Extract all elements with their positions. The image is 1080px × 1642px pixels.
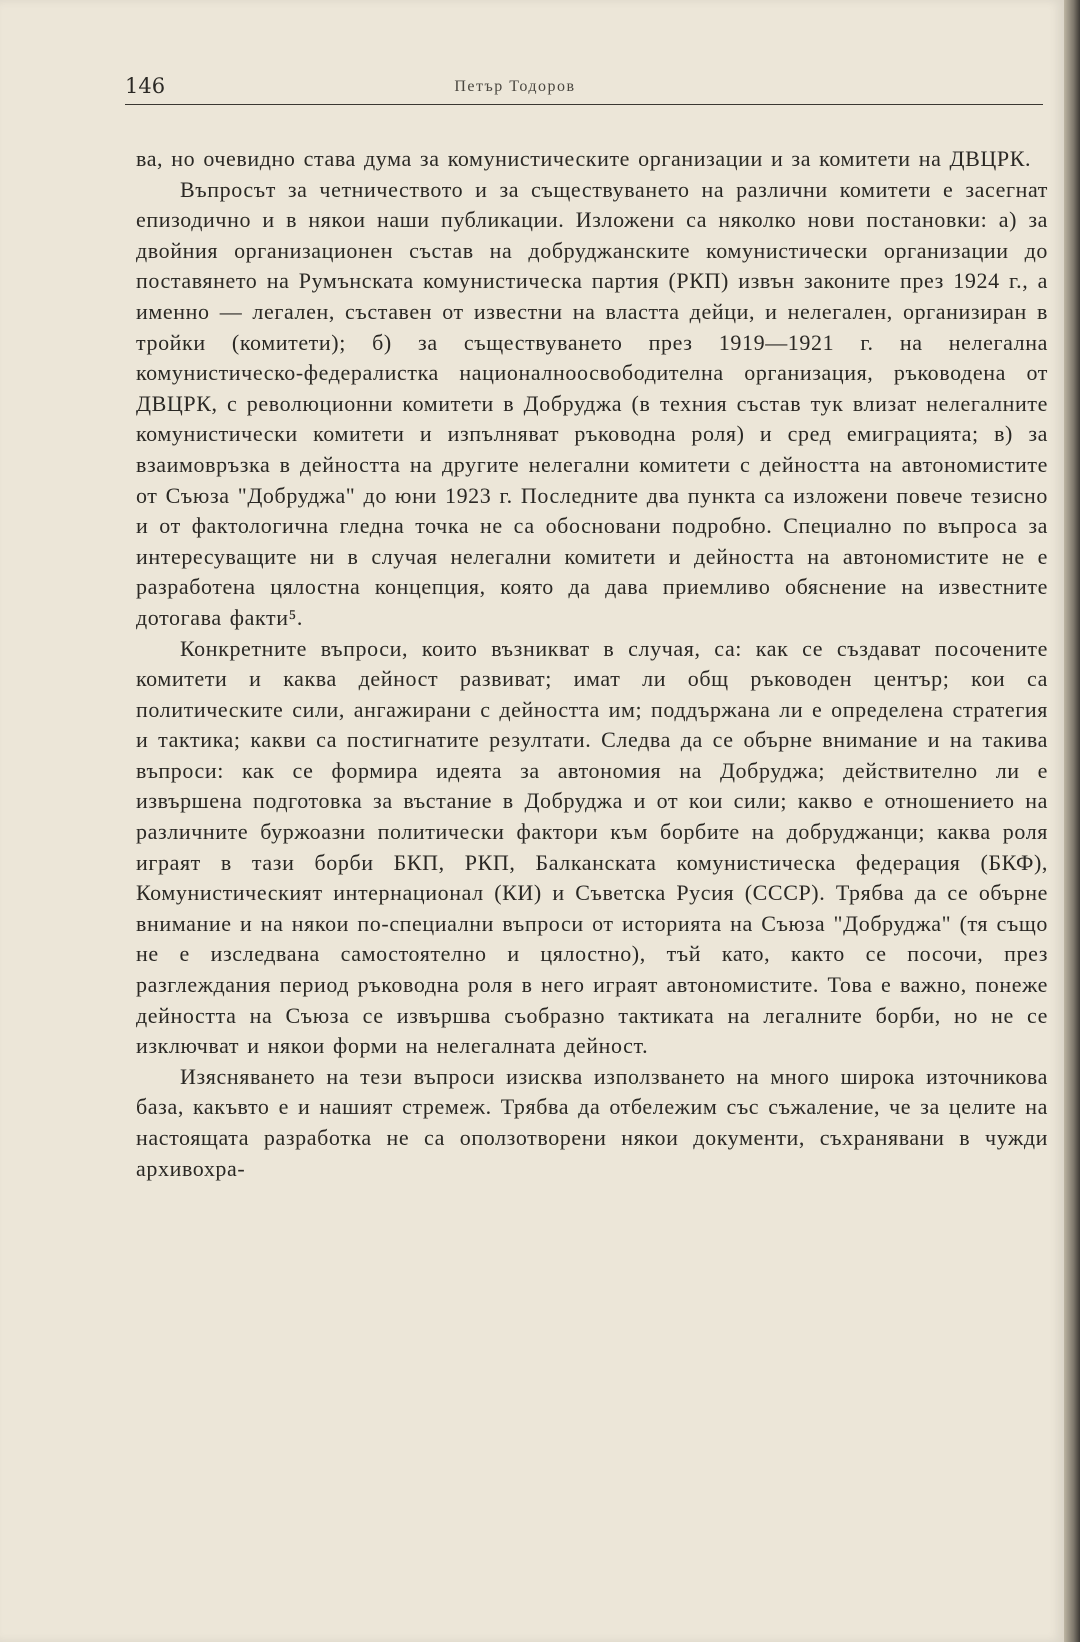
paragraph-continuation: ва, но очевидно става дума за комунистическите организации и за комитети на ДВЦРК.: [136, 146, 1032, 171]
running-head: Петър Тодоров: [454, 78, 576, 95]
paragraph: Конкретните въпроси, които възникват в случая, са: как се създават посочените комитети и каква дейност развиват; имат ли общ ръководен център; кои са политическите сили, ангажирани с дейността им; поддържана ли е определена стратегия и тактика; какви са постигнатите резултати. Следва да се обърне внимание и на такива въпроси: как се формира идеята за автономия на Добруджа; действително ли е извършена подготовка за въстание в Добруджа и от кои сили; какво е отношението на различните буржоазни политически фактори към борбите на добруджанци; каква роля играят в тази борби БКП, РКП, Балканската комунистическа федерация (БКФ), Комунистическият интернационал (КИ) и Съветска Русия (СССР). Трябва да се обърне внимание и на някои по-специални въпроси от историята на Съюза "Добруджа" (тя също не е изследвана самостоятелно и цялостно), тъй като, както се посочи, през разглеждания период ръководна роля в него играят автономистите. Това е важно, понеже дейността на Съюза се извършва съобразно тактиката на легалните борби, но не се изключват и някои форми на нелегалната дейност.: [136, 635, 1048, 1059]
body-text: [136, 144, 1048, 1184]
header-rule: [125, 104, 1043, 105]
paragraph: Изясняването на тези въпроси изисква използването на много широка източникова база, какъвто е и нашият стремеж. Трябва да отбележим със съжаление, че за целите на настоящата разработка не са оползотворени някои документи, съхранявани в чужди архивохра-: [136, 1063, 1048, 1181]
page-edge-shadow: [1064, 0, 1080, 1642]
page-header: [125, 74, 1043, 104]
page-number: 146: [125, 74, 166, 98]
paragraph: Въпросът за четничеството и за съществуването на различни комитети е засегнат епизодично и в някои наши публикации. Изложени са няколко нови постановки: а) за двойния организационен състав на добруджанските комунистически организации до поставянето на Румънската комунистическа партия (РКП) извън законите през 1924 г., а именно — легален, съставен от известни на властта дейци, и нелегален, организиран в тройки (комитети); б) за съществуването през 1919—1921 г. на нелегална комунистическо-федералистка националноосвободителна организация, ръководена от ДВЦРК, с революционни комитети в Добруджа (в техния състав тук влизат нелегалните комунистически комитети и изпълняват ръководна роля) и сред емиграцията; в) за взаимовръзка в дейността на другите нелегални комитети с дейността на автономистите от Съюза "Добруджа" до юни 1923 г. Последните два пункта са изложени повече тезисно и от фактологична гледна точка не са обосновани подробно. Специално по въпроса за интересуващите ни в случая нелегални комитети и дейността на автономистите не е разработена цялостна концепция, която да дава приемливо обяснение на известните дотогава факти⁵.: [136, 176, 1048, 630]
